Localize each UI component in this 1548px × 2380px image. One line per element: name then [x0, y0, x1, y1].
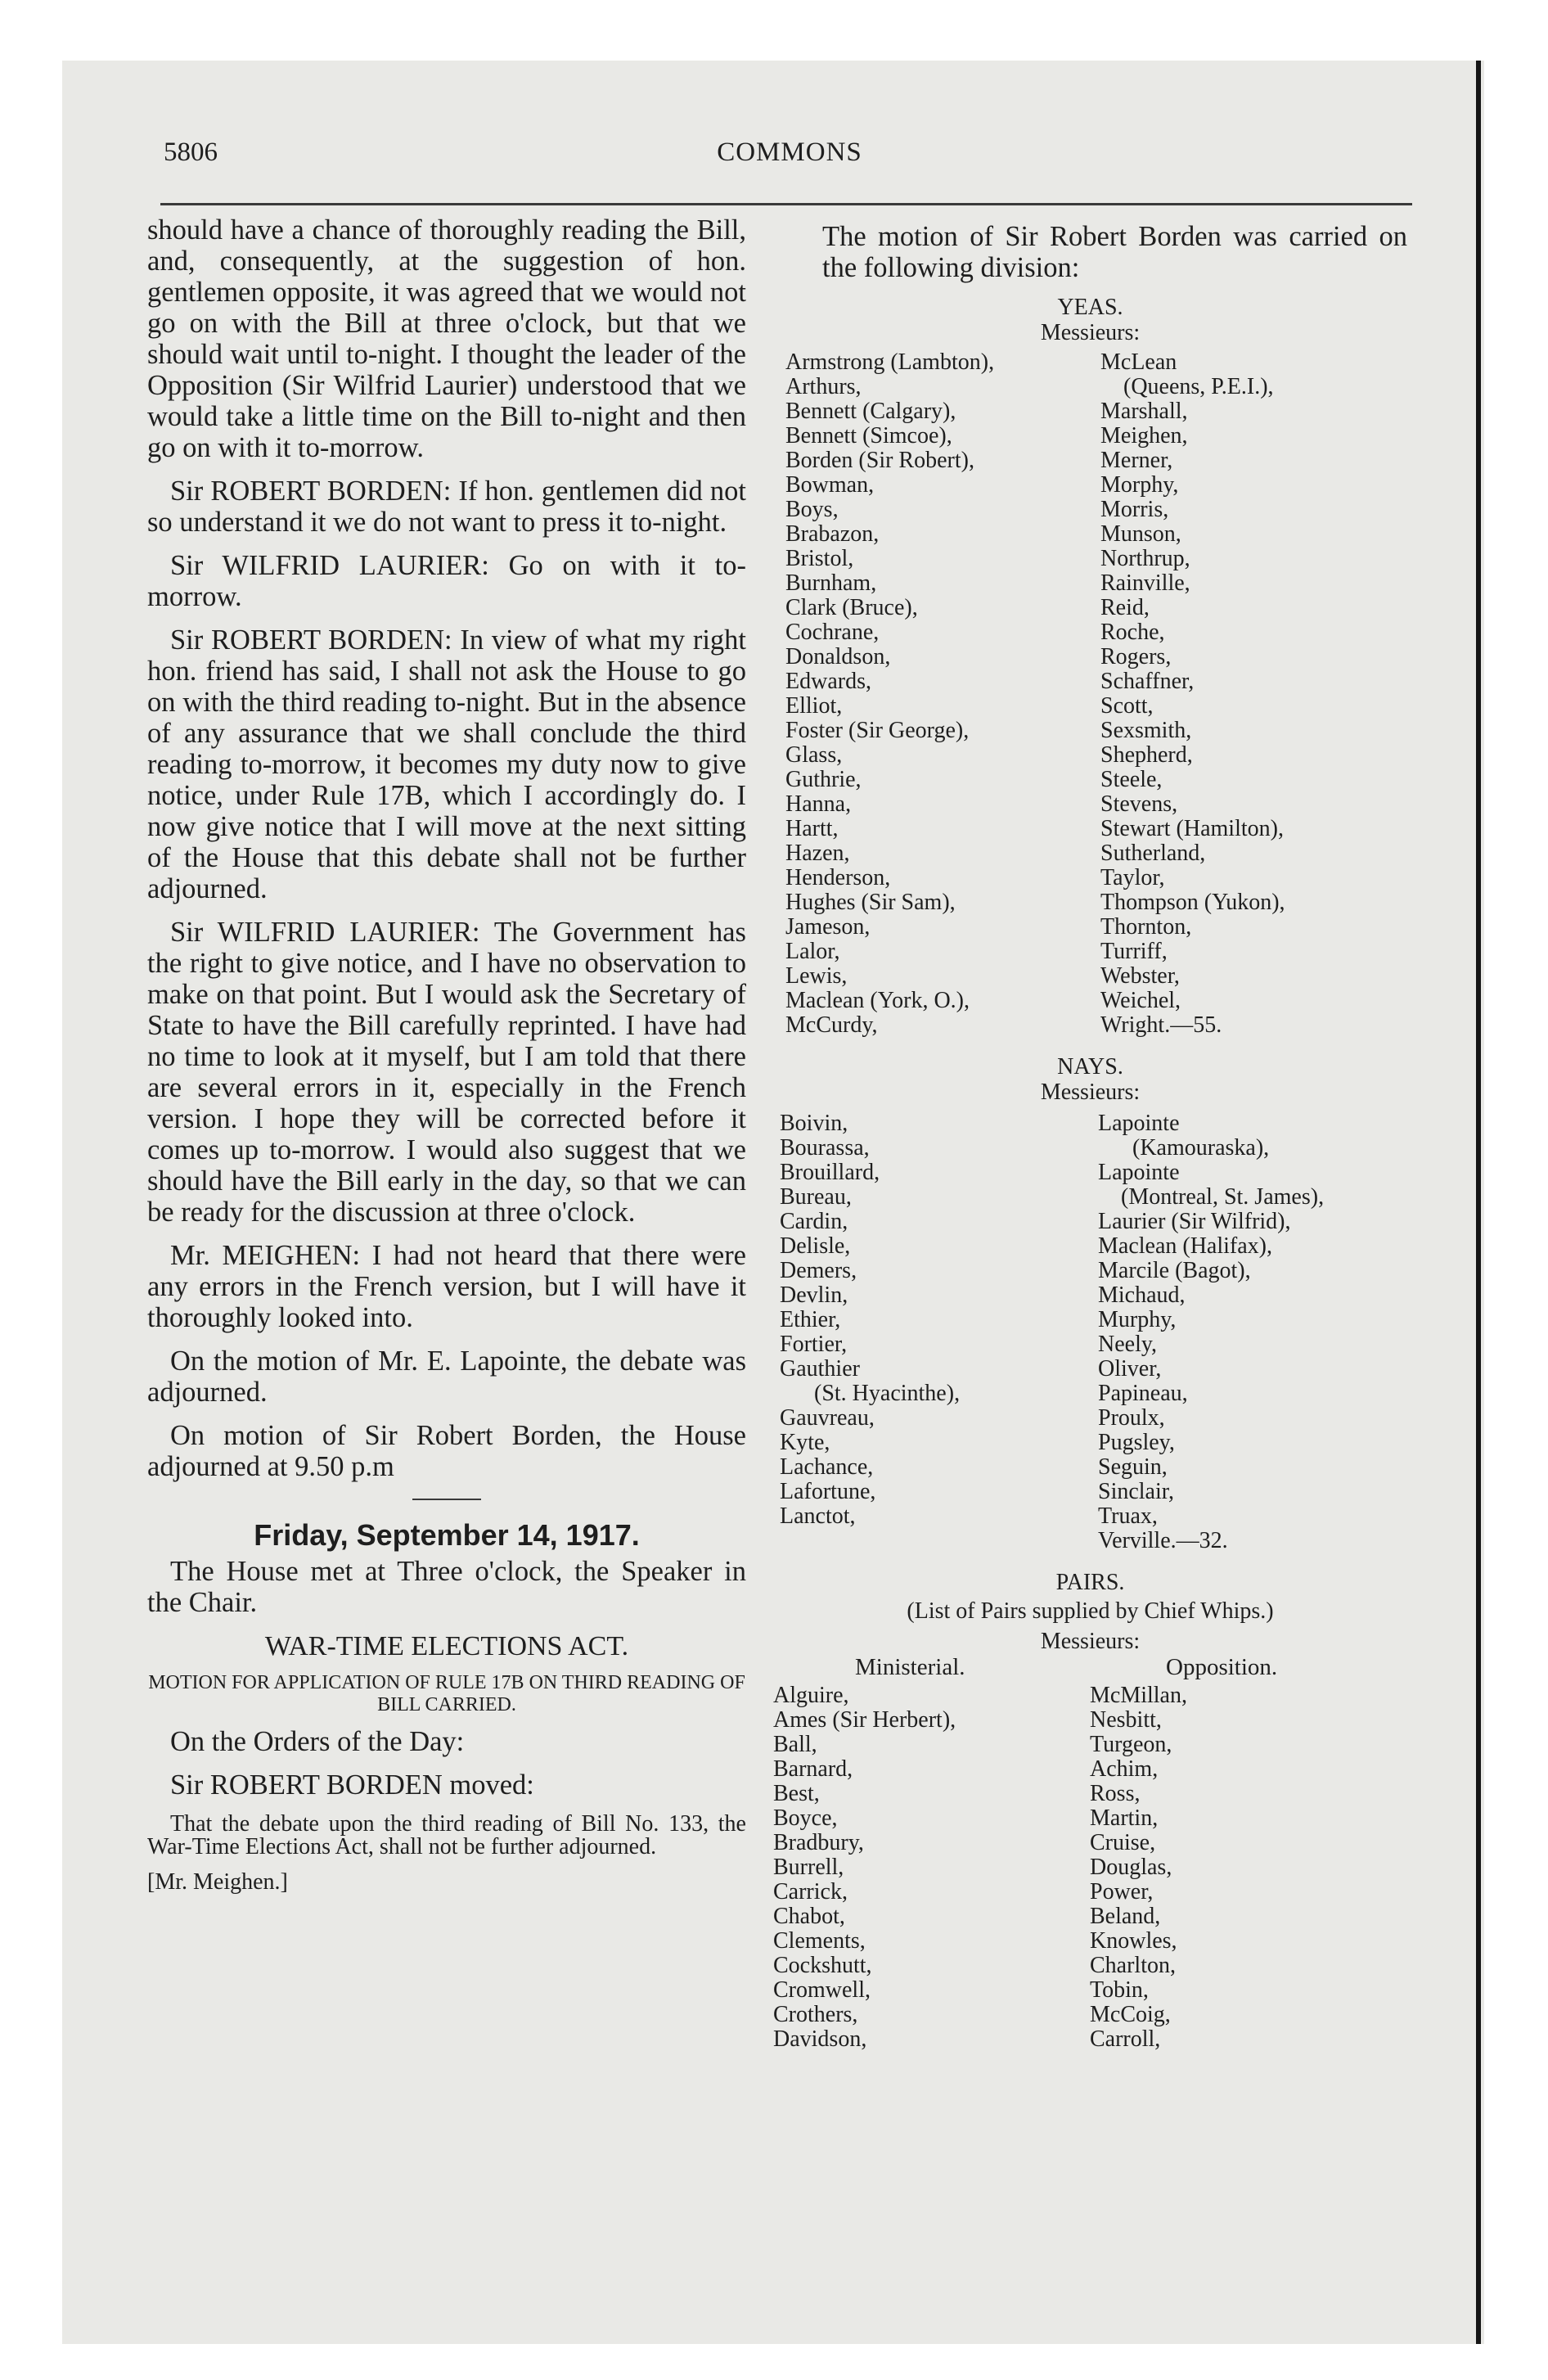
- member-name: Turriff,: [1100, 939, 1168, 964]
- member-name: Gauthier: [780, 1356, 860, 1382]
- yeas-messieurs: Messieurs:: [1040, 320, 1141, 345]
- member-name: Boys,: [785, 497, 839, 522]
- member-name: Fortier,: [780, 1332, 848, 1357]
- page-title: COMMONS: [717, 137, 862, 167]
- paragraph: The House met at Three o'clock, the Speaker in the Chair.: [147, 1556, 746, 1618]
- opposition-list: [1090, 1684, 1187, 2052]
- paragraph: Sir ROBERT BORDEN: In view of what my right hon. friend has said, I shall not ask the House to go on with the third reading to-night. But in the absence of any assurance that we shall conclude the third reading to-morrow, it becomes my duty now to give notice, under Rule 17B, which I accordingly do. I now give notice that I will move at the next sitting of the House that this debate shall not be further adjourned.: [147, 624, 746, 904]
- member-name: Cruise,: [1090, 1830, 1156, 1855]
- paragraph: On the Orders of the Day:: [170, 1726, 465, 1757]
- member-name: Carrick,: [773, 1879, 848, 1904]
- member-name: Achim,: [1090, 1756, 1159, 1782]
- member-name: Verville.—32.: [1098, 1528, 1228, 1553]
- member-name: Arthurs,: [785, 374, 862, 399]
- paragraph: Sir ROBERT BORDEN moved:: [170, 1769, 534, 1801]
- member-name: McCoig,: [1090, 2002, 1171, 2027]
- member-name: Henderson,: [785, 865, 891, 890]
- member-name: Stevens,: [1100, 791, 1178, 817]
- member-name: Boyce,: [773, 1805, 838, 1831]
- act-heading: WAR-TIME ELECTIONS ACT.: [264, 1631, 629, 1661]
- member-name: Webster,: [1100, 963, 1180, 989]
- member-name: Cochrane,: [785, 620, 880, 645]
- member-name: Douglas,: [1090, 1855, 1172, 1880]
- member-name: Murphy,: [1098, 1307, 1177, 1332]
- member-name: Weichel,: [1100, 988, 1181, 1013]
- member-name: Alguire,: [773, 1683, 849, 1708]
- date-heading: Friday, September 14, 1917.: [254, 1518, 640, 1552]
- member-name: Scott,: [1100, 693, 1154, 719]
- member-name: Carroll,: [1090, 2026, 1161, 2052]
- ministerial-list: [773, 1684, 956, 2052]
- member-name: McCurdy,: [785, 1012, 878, 1038]
- paragraph: On motion of Sir Robert Borden, the House adjourned at 9.50 p.m: [147, 1420, 746, 1482]
- member-name: Brabazon,: [785, 521, 880, 547]
- member-name: Lewis,: [785, 963, 848, 989]
- member-name: Bradbury,: [773, 1830, 864, 1855]
- member-name: Ethier,: [780, 1307, 841, 1332]
- member-name: Reid,: [1100, 595, 1150, 620]
- member-name: Armstrong (Lambton),: [785, 349, 995, 375]
- member-name: Pugsley,: [1098, 1430, 1175, 1455]
- yeas-left-list: [785, 350, 994, 1038]
- motion-text: That the debate upon the third reading of Bill No. 133, the War-Time Elections Act, shall not be further adjourned.: [147, 1811, 746, 1859]
- member-name: Rogers,: [1100, 644, 1172, 669]
- member-name: Schaffner,: [1100, 669, 1195, 694]
- member-name: Lalor,: [785, 939, 840, 964]
- member-name: Barnard,: [773, 1756, 853, 1782]
- member-name: Maclean (York, O.),: [785, 988, 970, 1013]
- member-name: Cardin,: [780, 1209, 848, 1234]
- member-name: Power,: [1090, 1879, 1154, 1904]
- member-name: Turgeon,: [1090, 1732, 1172, 1757]
- member-name: Merner,: [1100, 448, 1173, 473]
- member-name: Bourassa,: [780, 1135, 870, 1161]
- division-intro: The motion of Sir Robert Borden was carried on the following division:: [822, 221, 1407, 283]
- member-name: Laurier (Sir Wilfrid),: [1098, 1209, 1291, 1234]
- member-name: Devlin,: [780, 1282, 848, 1308]
- running-footer: [Mr. Meighen.]: [147, 1869, 288, 1895]
- member-name: Michaud,: [1098, 1282, 1186, 1308]
- member-name: Cromwell,: [773, 1977, 871, 2003]
- paragraph: Sir ROBERT BORDEN: If hon. gentlemen did not so understand it we do not want to press it to-night.: [147, 476, 746, 538]
- member-name: Nesbitt,: [1090, 1707, 1162, 1733]
- page-edge-shadow: [1476, 61, 1481, 2344]
- member-name: Rainville,: [1100, 570, 1190, 596]
- member-name: Glass,: [785, 742, 843, 768]
- member-name: Truax,: [1098, 1503, 1158, 1529]
- member-name: Best,: [773, 1781, 820, 1806]
- section-divider: [412, 1499, 481, 1500]
- member-name: Tobin,: [1090, 1977, 1149, 2003]
- member-name: Foster (Sir George),: [785, 718, 970, 743]
- member-name: Cockshutt,: [773, 1953, 872, 1978]
- member-name: Beland,: [1090, 1904, 1161, 1929]
- member-name: Kyte,: [780, 1430, 830, 1455]
- yeas-lists: [773, 350, 1407, 1048]
- member-name: Donaldson,: [785, 644, 891, 669]
- member-name: Munson,: [1100, 521, 1181, 547]
- paragraph: Mr. MEIGHEN: I had not heard that there were any errors in the French version, but I will have it thoroughly looked into.: [147, 1240, 746, 1333]
- yeas-right-list: [1100, 350, 1285, 1038]
- member-name: Maclean (Halifax),: [1098, 1233, 1272, 1259]
- member-name: (Montreal, St. James),: [1121, 1184, 1325, 1210]
- member-name: Edwards,: [785, 669, 871, 694]
- member-name: Thornton,: [1100, 914, 1192, 940]
- member-name: Meighen,: [1100, 423, 1188, 449]
- member-name: Neely,: [1098, 1332, 1158, 1357]
- member-name: Proulx,: [1098, 1405, 1165, 1431]
- member-name: Davidson,: [773, 2026, 867, 2052]
- member-name: Brouillard,: [780, 1160, 880, 1185]
- paragraph: should have a chance of thoroughly reading the Bill, and, consequently, at the suggestion of hon. gentlemen opposite, it was agreed that we would not go on with the Bill at three o'clock, but that we should wait until to-night. I thought the leader of the Opposition (Sir Wilfrid Laurier) understood that we would take a little time on the Bill to-night and then go on with it to-morrow.: [147, 214, 746, 463]
- yeas-heading: YEAS.: [1057, 295, 1123, 320]
- member-name: Crothers,: [773, 2002, 858, 2027]
- member-name: Hanna,: [785, 791, 852, 817]
- motion-heading: MOTION FOR APPLICATION OF RULE 17B ON THIRD READING OF BILL CARRIED.: [148, 1672, 745, 1715]
- right-column: [773, 214, 1407, 2060]
- nays-right-list: [1098, 1111, 1324, 1553]
- member-name: Lanctot,: [780, 1503, 856, 1529]
- member-name: Lafortune,: [780, 1479, 876, 1504]
- member-name: Ross,: [1090, 1781, 1141, 1806]
- member-name: (St. Hyacinthe),: [814, 1381, 961, 1406]
- member-name: Martin,: [1090, 1805, 1159, 1831]
- nays-left-list: [780, 1111, 960, 1529]
- pairs-messieurs: Messieurs:: [1040, 1629, 1141, 1654]
- member-name: Borden (Sir Robert),: [785, 448, 974, 473]
- member-name: Morphy,: [1100, 472, 1179, 498]
- member-name: Hazen,: [785, 841, 850, 866]
- member-name: Bennett (Simcoe),: [785, 423, 952, 449]
- member-name: Steele,: [1100, 767, 1163, 792]
- ministerial-label: Ministerial.: [855, 1654, 965, 1680]
- page-header: [164, 137, 1415, 183]
- member-name: Gauvreau,: [780, 1405, 875, 1431]
- nays-lists: [773, 1111, 1407, 1560]
- member-name: Stewart (Hamilton),: [1100, 816, 1284, 841]
- member-name: Elliot,: [785, 693, 843, 719]
- member-name: Lapointe: [1098, 1111, 1180, 1136]
- member-name: Knowles,: [1090, 1928, 1177, 1954]
- member-name: Ball,: [773, 1732, 817, 1757]
- member-name: Delisle,: [780, 1233, 851, 1259]
- pairs-lists: [773, 1684, 1407, 2060]
- member-name: Sinclair,: [1098, 1479, 1174, 1504]
- member-name: Guthrie,: [785, 767, 862, 792]
- member-name: Chabot,: [773, 1904, 845, 1929]
- paragraph: Sir WILFRID LAURIER: The Government has the right to give notice, and I have no observation to make on that point. But I would ask the Secretary of State to have the Bill carefully reprinted. I have had no time to look at it myself, but I am told that there are several errors in it, especially in the French version. I hope they will be corrected before it comes up to-morrow. I would also suggest that we should have the Bill early in the day, so that we can be ready for the discussion at three o'clock.: [147, 917, 746, 1228]
- member-name: Bowman,: [785, 472, 875, 498]
- member-name: Morris,: [1100, 497, 1169, 522]
- member-name: Boivin,: [780, 1111, 848, 1136]
- member-name: Northrup,: [1100, 546, 1190, 571]
- member-name: Bennett (Calgary),: [785, 399, 956, 424]
- member-name: (Queens, P.E.I.),: [1123, 374, 1274, 399]
- member-name: McMillan,: [1090, 1683, 1187, 1708]
- member-name: Bureau,: [780, 1184, 852, 1210]
- header-rule: [160, 203, 1412, 205]
- member-name: Shepherd,: [1100, 742, 1193, 768]
- member-name: Marcile (Bagot),: [1098, 1258, 1251, 1283]
- member-name: Roche,: [1100, 620, 1165, 645]
- member-name: Burnham,: [785, 570, 877, 596]
- member-name: Clements,: [773, 1928, 866, 1954]
- pairs-subheads: [773, 1654, 1407, 1684]
- member-name: Sutherland,: [1100, 841, 1206, 866]
- member-name: Papineau,: [1098, 1381, 1188, 1406]
- member-name: Sexsmith,: [1100, 718, 1192, 743]
- member-name: Charlton,: [1090, 1953, 1176, 1978]
- nays-messieurs: Messieurs:: [1040, 1080, 1141, 1105]
- member-name: Lachance,: [780, 1454, 874, 1480]
- member-name: Burrell,: [773, 1855, 844, 1880]
- paragraph: On the motion of Mr. E. Lapointe, the debate was adjourned.: [147, 1346, 746, 1408]
- member-name: Hartt,: [785, 816, 839, 841]
- member-name: Hughes (Sir Sam),: [785, 890, 956, 915]
- member-name: McLean: [1100, 349, 1177, 375]
- member-name: Lapointe: [1098, 1160, 1180, 1185]
- pairs-heading: PAIRS.: [1055, 1570, 1125, 1595]
- member-name: Marshall,: [1100, 399, 1188, 424]
- member-name: Jameson,: [785, 914, 871, 940]
- page-number: 5806: [164, 137, 218, 167]
- opposition-label: Opposition.: [1166, 1654, 1278, 1680]
- paragraph: Sir WILFRID LAURIER: Go on with it to-morrow.: [147, 550, 746, 612]
- member-name: Clark (Bruce),: [785, 595, 918, 620]
- member-name: (Kamouraska),: [1132, 1135, 1270, 1161]
- member-name: Seguin,: [1098, 1454, 1168, 1480]
- member-name: Thompson (Yukon),: [1100, 890, 1285, 915]
- left-column: [147, 214, 746, 1906]
- member-name: Demers,: [780, 1258, 857, 1283]
- member-name: Bristol,: [785, 546, 854, 571]
- nays-heading: NAYS.: [1057, 1054, 1123, 1080]
- member-name: Ames (Sir Herbert),: [773, 1707, 956, 1733]
- pairs-note: (List of Pairs supplied by Chief Whips.): [907, 1598, 1274, 1624]
- member-name: Taylor,: [1100, 865, 1165, 890]
- member-name: Wright.—55.: [1100, 1012, 1222, 1038]
- member-name: Oliver,: [1098, 1356, 1162, 1382]
